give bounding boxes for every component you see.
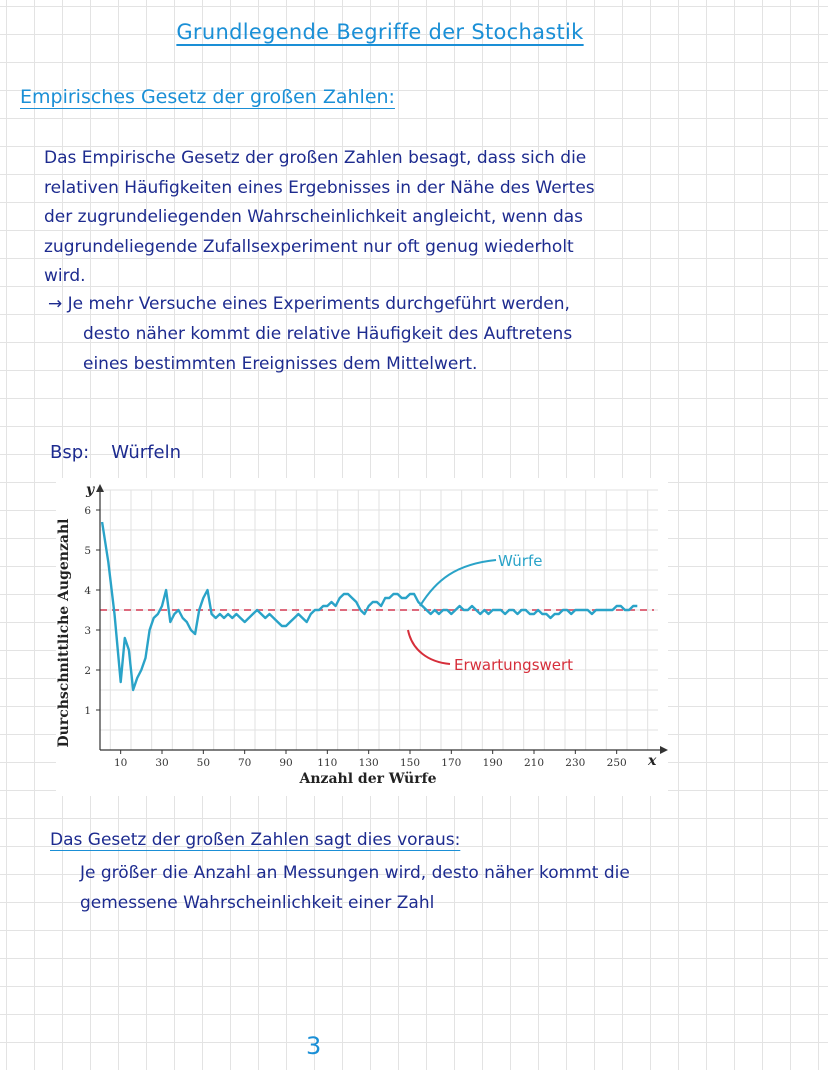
page-title: Grundlegende Begriffe der Stochastik bbox=[176, 20, 584, 44]
conclusion-block bbox=[48, 289, 778, 379]
x-tick-label: 110 bbox=[317, 757, 338, 769]
x-tick-label: 30 bbox=[155, 757, 169, 769]
example-label bbox=[50, 442, 203, 463]
y-tick-label: 4 bbox=[84, 585, 91, 597]
x-tick-label: 170 bbox=[441, 757, 462, 769]
conclusion-line: Je mehr Versuche eines Experiments durchgeführt werden, bbox=[67, 294, 570, 314]
y-tick-label: 1 bbox=[84, 705, 91, 717]
x-tick-label: 10 bbox=[113, 757, 128, 769]
example-prefix: Bsp: bbox=[50, 442, 90, 463]
paragraph-line: Je größer die Anzahl an Messungen wird, desto näher kommt die bbox=[80, 863, 630, 883]
y-tick-label: 2 bbox=[84, 665, 91, 677]
y-axis-label: Durchschnittliche Augenzahl bbox=[56, 518, 72, 748]
example-text: Würfeln bbox=[111, 442, 182, 463]
x-tick-label: 190 bbox=[482, 757, 503, 769]
paragraph-line: gemessene Wahrscheinlichkeit einer Zahl bbox=[80, 893, 435, 913]
y-tick-label: 5 bbox=[84, 545, 91, 557]
annotation-erwartungswert: Erwartungswert bbox=[454, 656, 574, 674]
x-tick-label: 130 bbox=[358, 757, 379, 769]
paragraph-line: der zugrundeliegenden Wahrscheinlichkeit angleicht, wenn das bbox=[44, 207, 584, 227]
page-number: 3 bbox=[306, 1032, 322, 1060]
paragraph-line: wird. bbox=[44, 266, 86, 286]
x-tick-label: 70 bbox=[237, 757, 252, 769]
section-heading-gesetz: Das Gesetz der großen Zahlen sagt dies voraus: bbox=[50, 830, 461, 850]
x-tick-label: 150 bbox=[399, 757, 421, 769]
paragraph-line: zugrundeliegende Zufallsexperiment nur oft genug wiederholt bbox=[44, 236, 574, 257]
prediction-paragraph bbox=[80, 858, 800, 918]
x-tick-label: 90 bbox=[279, 757, 293, 769]
paragraph-line: Das Empirische Gesetz der großen Zahlen besagt, dass sich die bbox=[44, 148, 587, 168]
conclusion-line: eines bestimmten Ereignisses dem Mittelwert. bbox=[83, 354, 478, 374]
paragraph-line: relativen Häufigkeiten eines Ergebnisses in der Nähe des Wertes bbox=[44, 177, 595, 198]
conclusion-line: desto näher kommt die relative Häufigkeit des Auftretens bbox=[83, 324, 573, 344]
x-axis-letter: x bbox=[648, 753, 657, 769]
x-tick-label: 230 bbox=[565, 757, 586, 769]
y-tick-label: 6 bbox=[84, 505, 91, 517]
x-tick-label: 250 bbox=[606, 757, 627, 769]
definition-paragraph bbox=[44, 144, 774, 292]
dice-average-chart bbox=[56, 478, 668, 796]
y-axis-letter: y bbox=[86, 482, 95, 498]
x-tick-label: 50 bbox=[196, 757, 211, 769]
section-heading-empirisches-gesetz: Empirisches Gesetz der großen Zahlen: bbox=[20, 86, 395, 108]
x-tick-label: 210 bbox=[523, 757, 545, 769]
annotation-wuerfe: Würfe bbox=[498, 552, 543, 570]
arrow-icon: → bbox=[48, 294, 63, 314]
y-tick-label: 3 bbox=[84, 625, 91, 637]
x-axis-label: Anzahl der Würfe bbox=[299, 771, 437, 787]
